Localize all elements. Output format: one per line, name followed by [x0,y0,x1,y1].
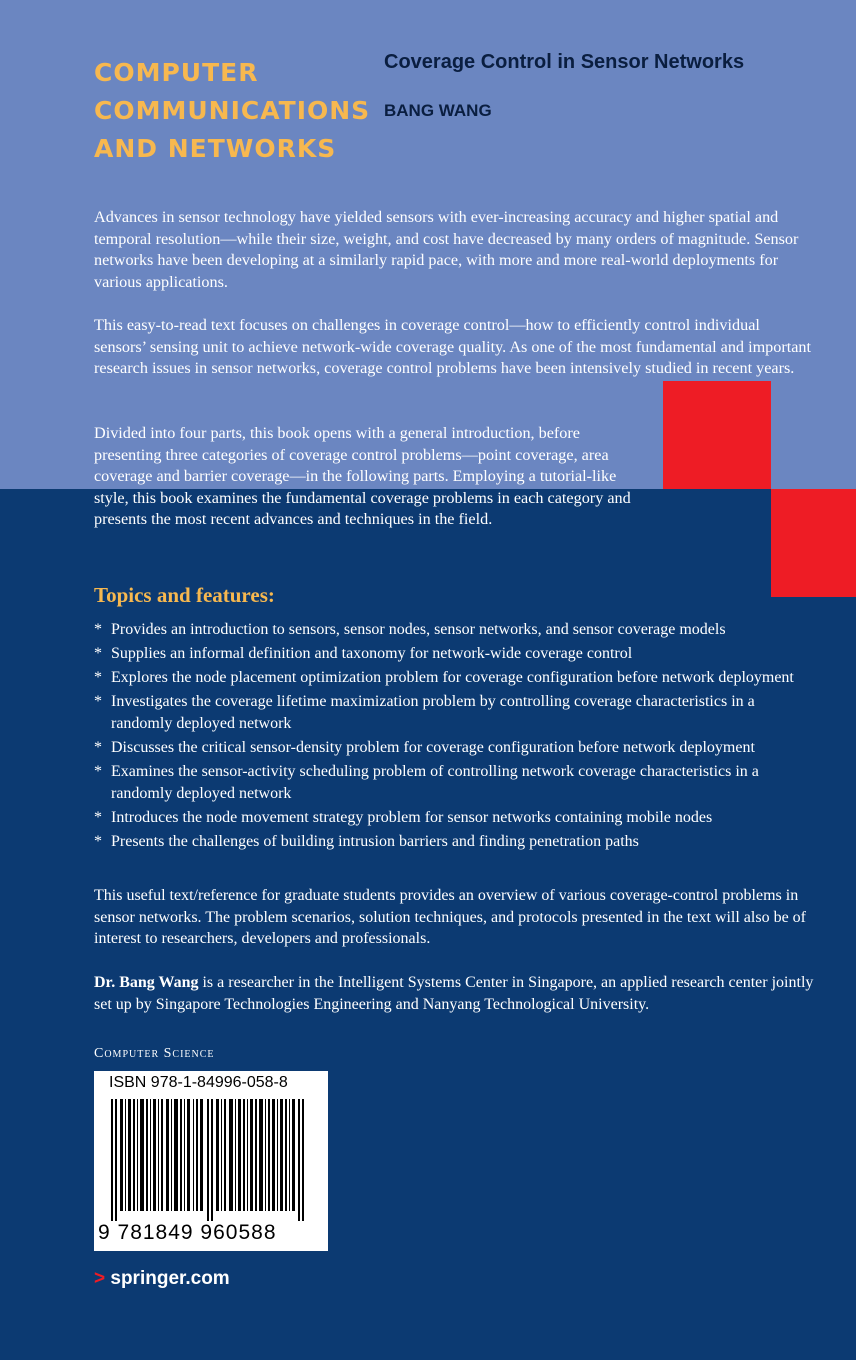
bullet-icon: * [94,645,102,662]
series-line: COMPUTER [94,58,259,87]
topic-text: Discusses the critical sensor-density problem for coverage configuration before network deployment [111,739,755,756]
bullet-icon: * [94,763,102,780]
bullet-icon: * [94,739,102,756]
topic-item [94,667,814,689]
series-line: COMMUNICATIONS [94,96,371,125]
bullet-icon: * [94,693,102,710]
topic-item [94,761,814,805]
topic-item [94,643,814,665]
topics-heading: Topics and features: [94,583,275,607]
description-paragraph: This easy-to-read text focuses on challenges in coverage control—how to efficiently control individual sensors’ sensing unit to achieve network-wide coverage quality. As one of the most fundamental and important research issues in sensor networks, coverage control problems have been intensively studied in recent years. [94,316,812,377]
topic-text: Examines the sensor-activity scheduling problem of controlling network coverage characteristics in a randomly deployed network [111,763,759,802]
topic-item [94,619,814,641]
author-bio-name: Dr. Bang Wang [94,974,199,991]
description-paragraph: Divided into four parts, this book opens with a general introduction, before presenting three categories of coverage control problems—point coverage, area coverage and barrier coverage—in the following parts. Employing a tutorial-like style, this book examines the fundamental coverage problems in each category and presents the most recent advances and techniques in the field. [94,424,631,528]
author-bio [94,972,824,1015]
subject-category: Computer Science [94,1046,215,1061]
bullet-icon: * [94,833,102,850]
topic-text: Introduces the node movement strategy problem for sensor networks containing mobile nodes [111,809,713,826]
topic-item [94,807,814,829]
topic-text: Explores the node placement optimization problem for coverage configuration before network deployment [111,669,794,686]
publisher-url: springer.com [105,1268,230,1289]
topic-item [94,831,814,853]
red-square-decoration [771,489,856,597]
author-bio-text: is a researcher in the Intelligent Systems Center in Singapore, an applied research center jointly set up by Singapore Technologies Engineering and Nanyang Technological University. [94,974,814,1013]
series-line: AND NETWORKS [94,134,337,163]
publisher-link[interactable] [94,1268,230,1290]
bullet-icon: * [94,669,102,686]
arrow-icon: > [94,1268,106,1289]
audience-paragraph: This useful text/reference for graduate students provides an overview of various coverage-control problems in sensor networks. The problem scenarios, solution techniques, and protocols presented in the text will also be of interest to researchers, developers and professionals. [94,887,806,947]
topic-item [94,691,814,735]
topic-text: Provides an introduction to sensors, sensor nodes, sensor networks, and sensor coverage models [111,621,726,638]
topic-text: Investigates the coverage lifetime maximization problem by controlling coverage characteristics in a randomly deployed network [111,693,755,732]
topics-list [94,619,814,855]
bullet-icon: * [94,621,102,638]
series-title [94,54,370,168]
description-paragraph: Advances in sensor technology have yielded sensors with ever-increasing accuracy and higher spatial and temporal resolution—while their size, weight, and cost have decreased by many orders of magnitude. Sensor networks have been developing at a similarly rapid pace, with more and more real-world deployments for various applications. [94,208,799,291]
isbn-barcode [94,1071,328,1251]
red-square-decoration [663,381,771,489]
topic-item [94,737,814,759]
barcode-digits: 9 781849 960588 [98,1221,277,1244]
bullet-icon: * [94,809,102,826]
book-title: Coverage Control in Sensor Networks [384,51,745,73]
isbn-number: ISBN 978-1-84996-058-8 [109,1074,288,1091]
barcode-bars [111,1099,311,1221]
topic-text: Presents the challenges of building intrusion barriers and finding penetration paths [111,833,639,850]
book-author: BANG WANG [384,101,492,120]
topic-text: Supplies an informal definition and taxonomy for network-wide coverage control [111,645,633,662]
